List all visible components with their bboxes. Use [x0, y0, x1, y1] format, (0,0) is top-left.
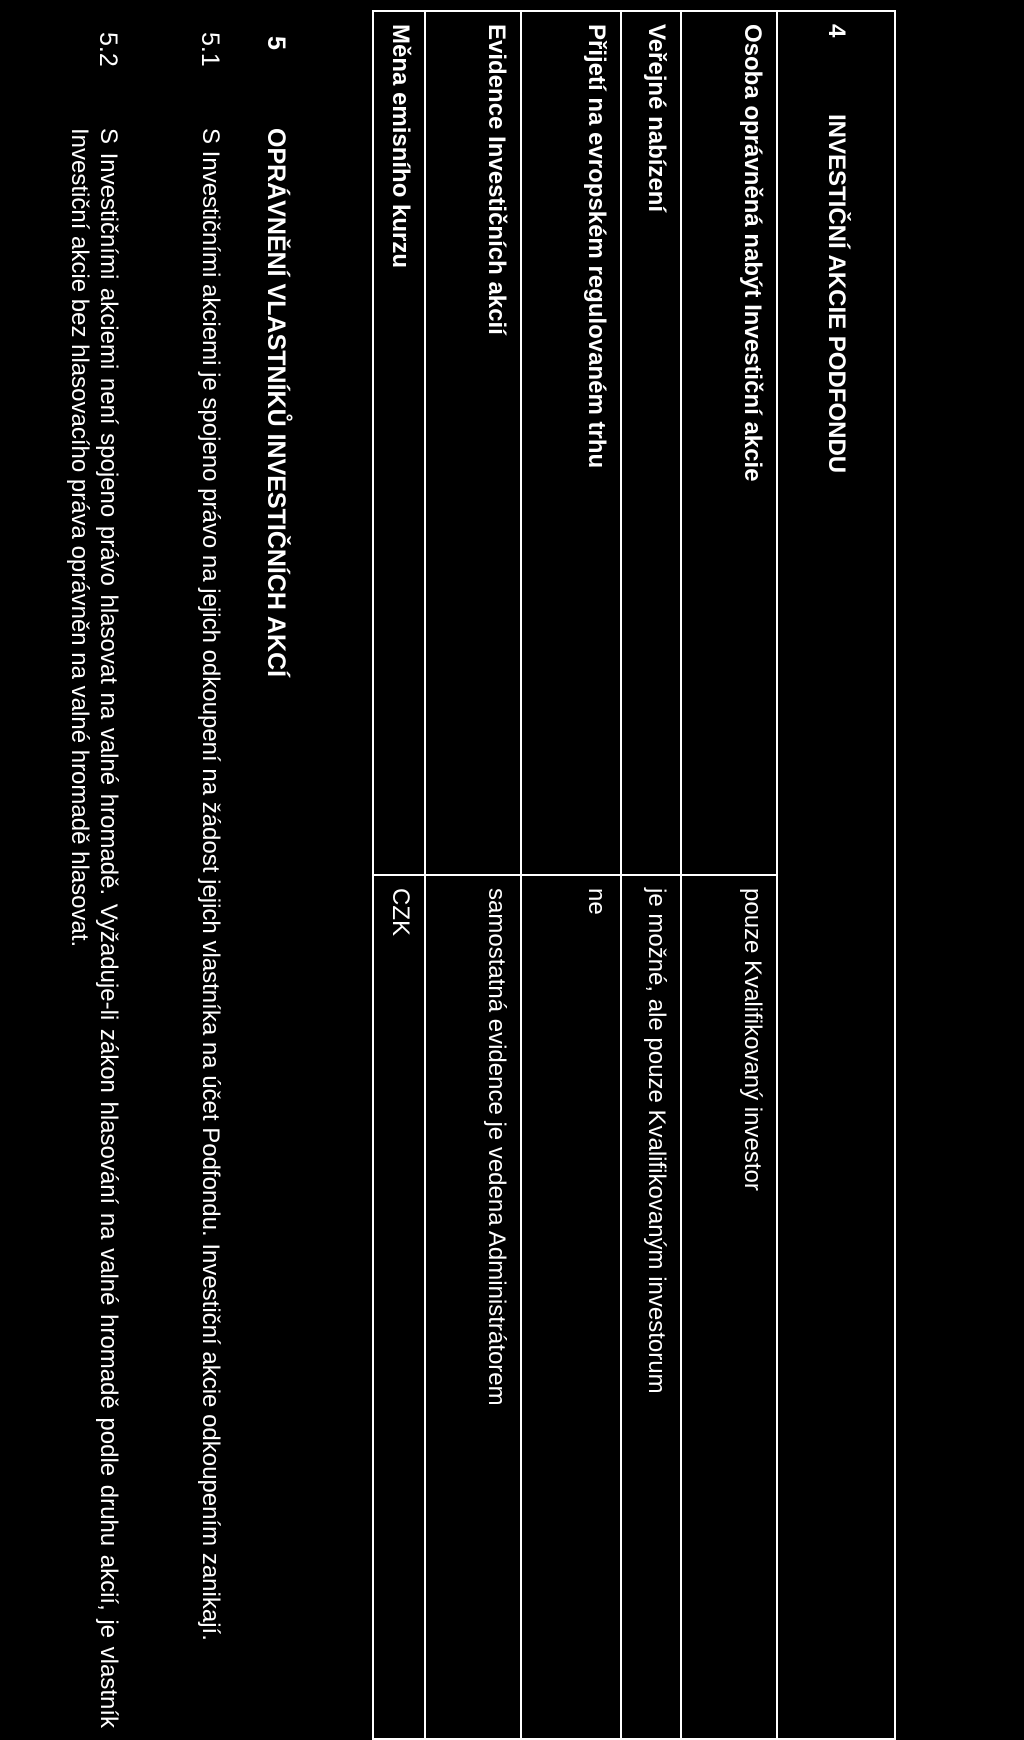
- paragraph-text: S Investičními akciemi je spojeno právo na jejich odkoupení na žádost jejich vlastníka na účet Podfondu. Investiční akcie odkoupením zanikají.: [197, 128, 224, 1641]
- paragraph-number: 5.1: [196, 32, 224, 67]
- table-row-label: Měna emisního kurzu: [373, 11, 425, 875]
- table-row-label: Osoba oprávněná nabýt Investiční akcie: [681, 11, 777, 875]
- section-5-number: 5: [262, 36, 290, 50]
- table-title-cell: [777, 11, 895, 1739]
- table-row: [521, 11, 621, 1739]
- table-row: [425, 11, 521, 1739]
- investment-shares-table: [372, 10, 896, 1740]
- table-row-label: Evidence Investičních akcií: [425, 11, 521, 875]
- table-row-value: CZK: [373, 875, 425, 1739]
- table-row: [681, 11, 777, 1739]
- table-row-value: je možné, ale pouze Kvalifikovaným investorum: [621, 875, 681, 1739]
- section-4-number: 4: [823, 24, 850, 38]
- table-row-label: Veřejné nabízení: [621, 11, 681, 875]
- table-row-value: pouze Kvalifikovaný investor: [681, 875, 777, 1739]
- section-4-title: INVESTIČNÍ AKCIE PODFONDU: [823, 114, 850, 474]
- table-row-value: samostatná evidence je vedena Administrátorem: [425, 875, 521, 1739]
- table-row-value: ne: [521, 875, 621, 1739]
- table-title-row: [777, 11, 895, 1739]
- section-5-title: OPRÁVNĚNÍ VLASTNÍKŮ INVESTIČNÍCH AKCÍ: [262, 128, 290, 678]
- table-row: [621, 11, 681, 1739]
- table-row-label: Přijetí na evropském regulovaném trhu: [521, 11, 621, 875]
- paragraph-text: S Investičními akciemi není spojeno právo hlasovat na valné hromadě. Vyžaduje-li zákon hlasování na valné hromadě podle druhu akcií, je vlastník Investiční akcie bez hlasovacího práva oprávněn na valné hromadě hlasovat.: [66, 128, 122, 1728]
- table-row: [373, 11, 425, 1739]
- paragraph-number: 5.2: [94, 32, 122, 67]
